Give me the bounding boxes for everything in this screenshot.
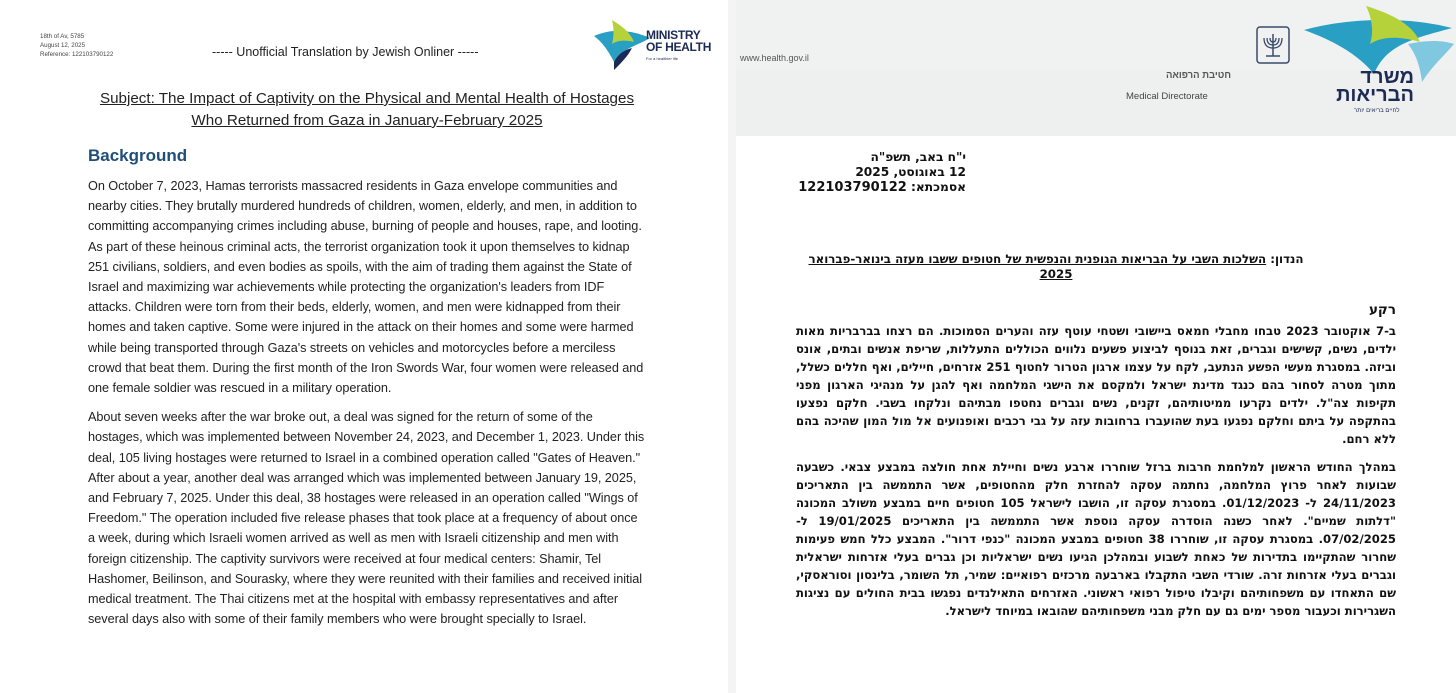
reference-line xyxy=(736,180,966,195)
ministry-of-health-logo xyxy=(592,18,712,72)
background-body xyxy=(88,176,648,638)
background-body-hebrew xyxy=(796,322,1396,630)
state-emblem-icon xyxy=(1256,26,1290,64)
hebrew-original-page xyxy=(736,0,1456,693)
paragraph: About seven weeks after the war broke out, a deal was signed for the return of some of the hostages, which was implemented between November 24, 2023, and December 1, 2023. Under this deal, 105 living hostages were returned to Israel in a combined operation called "Gates of Heaven." After about a year, another deal was arranged which was implemented between January 19, 2025, and February 7, 2025. Under this deal, 38 hostages were released in an operation called "Wings of Freedom." The operation included five release phases that took place at a frequency of about once a week, during which Israeli women arrived as well as men with Israeli citizenship and men with foreign citizenship. The captivity survivors were received at four medical centers: Shamir, Tel Hashomer, Beilinson, and Sourasky, where they were reunited with their families and received initial medical treatment. The Thai citizens met at the hospital with embassy representatives and after several days also with some of their family members who were brought specially to Israel. xyxy=(88,410,645,627)
translation-note: ----- Unofficial Translation by Jewish Onliner ----- xyxy=(212,45,479,59)
document-meta xyxy=(40,32,113,59)
moh-swoosh-icon xyxy=(592,18,652,72)
department-hebrew: חטיבת הרפואה xyxy=(1166,70,1231,81)
logo-text-of-health: OF HEALTH xyxy=(646,40,712,54)
paragraph: On October 7, 2023, Hamas terrorists massacred residents in Gaza envelope communities and nearby cities. They brutally murdered hundreds of children, women, elderly, and men, in addition to committing accompanying crimes including abuse, burning of people and houses, rape, and looting. As part of these heinous criminal acts, the terrorist organization took it upon themselves to kidnap 251 civilians, soldiers, and even bodies as spoils, with the aim of trading them against the State of Israel and maximizing war achievements while protecting the organization's leaders from IDF attacks. Children were torn from their beds, elderly, women, and men were kidnapped from their homes and taken captive. Some were injured in the attack on their homes and some were harmed while being transported through Gaza's streets on vehicles and motorcycles before a merciless crowd that beat them. During the first month of the Iron Swords War, four women were released and one female soldier was rescued in a military operation. xyxy=(88,179,644,396)
gregorian-date: 12 באוגוסט, 2025 xyxy=(855,165,966,179)
ministry-of-health-logo-hebrew xyxy=(1296,4,1456,116)
background-heading: Background xyxy=(88,146,188,165)
letterhead xyxy=(736,0,1456,136)
logo-tagline: For a healthier life xyxy=(646,56,679,61)
subject-line: Subject: The Impact of Captivity on the Physical and Mental Health of Hostages Who Returned from Gaza in January-February 2025 xyxy=(99,90,635,129)
meta-reference: Reference: 122103790122 xyxy=(40,51,114,58)
logo-he-tagline: לחיים בריאים יותר xyxy=(1354,108,1400,114)
subject-text: השלכות השבי על הבריאות הגופנית והנפשית של חטופים ששבו מעזה בינואר-פברואר 2025 xyxy=(808,252,1267,281)
meta-date: August 12, 2025 xyxy=(40,42,86,49)
reference-number: 122103790122 xyxy=(798,180,907,195)
logo-he-health: הבריאות xyxy=(1336,84,1414,106)
logo-he-ministry: משרד xyxy=(1360,66,1414,88)
subject-label: הנדון: xyxy=(1266,252,1304,266)
paragraph: במהלך החודש הראשון למלחמת חרבות ברזל שוחררו ארבע נשים וחיילת אחת חולצה במבצע צבאי. כשבעה שבועות לאחר פרוץ המלחמה, נחתמה עסקה להחזרת חלק מהחטופים, אשר התממשה בין התאריכים 24/11/2023 ל- 01/12/2023. במסגרת עסקה זו, הושבו לישראל 105 חטופים חיים במבצע משולב המכונה "דלתות שמיים". לאחר כשנה הוסדרה עסקה נוספת אשר התממשה בין התאריכים 19/01/2025 ל- 07/02/2025. במסגרת עסקה זו, שוחררו 38 חטופים במבצע המכונה "כנפי דרור". המבצע כלל חמש פעימות שחרור שהתקיימו בתדירות של כאחת לשבוע ובמהלכן הגיעו נשים ישראליות וכן גברים בעלי אזרחות ישראלית וגברים בעלי אזרחות זרה. שורדי השבי התקבלו בארבעה מרכזים רפואיים: שמיר, תל השומר, בלינסון וסוראסקי, שם התאחדו עם משפחותיהם וקיבלו טיפול רפואי ראשוני. האזרחים התאילנדים נפגשו בבית החולים עם נציגות השגרירות וכעבור מספר ימים גם עם חלק מבני משפחותיהם שהובאו במיוחד לישראל. xyxy=(796,460,1397,618)
page-divider xyxy=(728,0,736,693)
department-english: Medical Directorate xyxy=(1126,91,1208,102)
meta-hebrew-date: 18th of Av, 5785 xyxy=(40,33,85,40)
logo-text-ministry: MINISTRY xyxy=(646,28,701,42)
hebrew-date: י"ח באב, תשפ"ה xyxy=(870,150,966,164)
website-url: www.health.gov.il xyxy=(740,53,809,63)
date-block xyxy=(736,150,966,195)
reference-label: אסמכתא: xyxy=(906,180,966,194)
subject-line-hebrew xyxy=(806,252,1306,282)
paragraph: ב-7 אוקטובר 2023 טבחו מחבלי חמאס ביישובי ושטחי עוטף עזה והערים הסמוכות. הם רצחו בברבריות מאות ילדים, נשים, קשישים וגברים, זאת בנוסף לביצוע פשעים נלווים הכוללים התעללות, שריפת אנשים ובתים, אונס וביזה. במסגרת מעשי הפשע הנתעב, לקח על עצמו ארגון הטרור לחטוף 251 אזרחים, חיילים, ואף חללים כשלל, מתוך מטרה לסחור בהם כנגד מדינת ישראל ולמקסם את הישגי המלחמה ואף להגן על מנהיגי הארגון מפני תקיפות צה"ל. ילדים נקרעו ממיטותיהם, זקנים, נשים וגברים נחטפו מבתיהם ונלקחו בשבי. חלקם נפצעו בהתקפה על ביתם וחלקם נפגעו בעת שהועברו ברחובות עזה על גבי רכבים ואופנועים אל מול המון שהיכה בהם ללא רחם. xyxy=(796,324,1397,446)
background-heading-hebrew: רקע xyxy=(1368,302,1396,318)
